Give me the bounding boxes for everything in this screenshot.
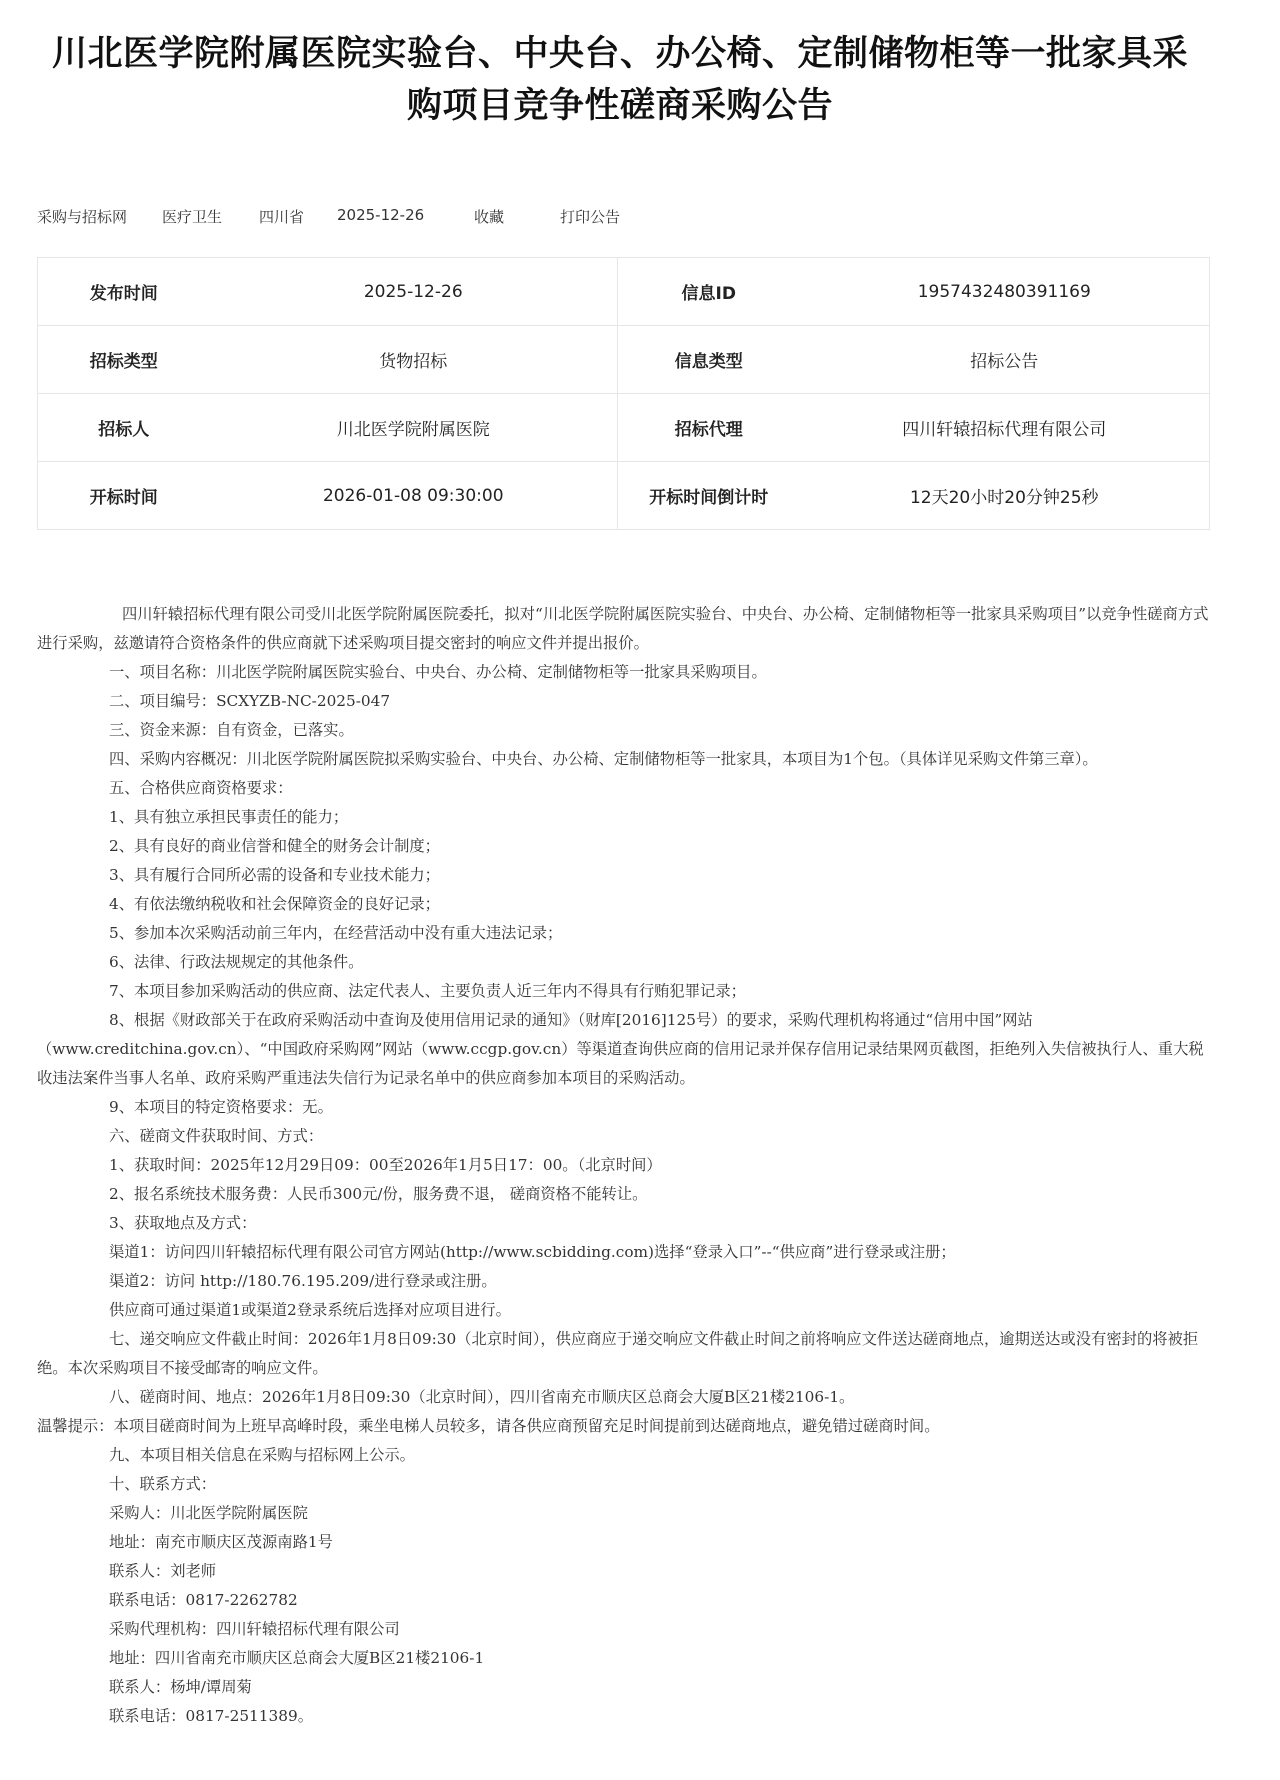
info-row [38, 462, 1210, 530]
acquisition-item: 1、获取时间：2025年12月29日09：00至2026年1月5日17：00。（北京时间） [109, 1156, 662, 1174]
qualification-item: 3、具有履行合同所必需的设备和专业技术能力； [109, 866, 440, 884]
contact-line: 联系电话：0817-2262782 [109, 1591, 298, 1609]
meta-industry-link[interactable]: 医疗卫生 [162, 208, 223, 226]
meta-source-link[interactable]: 采购与招标网 [37, 208, 128, 226]
channel-2: 渠道2：访问 http://180.76.195.209/进行登录或注册。 [109, 1272, 497, 1290]
title-line-1: 川北医学院附属医院实验台、中央台、办公椅、定制储物柜等一批家具采 [51, 34, 1188, 74]
publish-time-value: 2025-12-26 [210, 258, 618, 326]
countdown-label: 开标时间倒计时 [618, 462, 800, 530]
section-project-name: 一、项目名称：川北医学院附属医院实验台、中央台、办公椅、定制储物柜等一批家具采购项目。 [109, 663, 767, 681]
section-project-number: 二、项目编号：SCXYZB-NC-2025-047 [109, 692, 391, 710]
info-type-label: 信息类型 [618, 326, 800, 394]
announcement-body [37, 600, 1209, 1731]
info-row [38, 326, 1210, 394]
contact-line: 联系人：杨坤/谭周菊 [109, 1678, 252, 1696]
channel-1: 渠道1：访问四川轩辕招标代理有限公司官方网站(http://www.scbidding.com)选择“登录入口”--“供应商”进行登录或注册； [109, 1243, 956, 1261]
info-id-value: 1957432480391169 [800, 258, 1210, 326]
qualification-item: 8、根据《财政部关于在政府采购活动中查询及使用信用记录的通知》（财库[2016]125号）的要求，采购代理机构将通过“信用中国”网站（www.creditchina.gov.cn）、“中国政府采购网”网站（www.ccgp.gov.cn）等渠道查询供应商的信用记录并保存信用记录结果网页截图，拒绝列入失信被执行人、重大税收违法案件当事人名单、政府采购严重违法失信行为记录名单中的供应商参加本项目的采购活动。 [37, 1011, 1204, 1087]
qualification-item: 2、具有良好的商业信誉和健全的财务会计制度； [109, 837, 440, 855]
info-id-label: 信息ID [618, 258, 800, 326]
open-time-label: 开标时间 [89, 488, 158, 508]
section-deadline: 七、递交响应文件截止时间：2026年1月8日09:30（北京时间），供应商应于递交响应文件截止时间之前将响应文件送达磋商地点，逾期送达或没有密封的将被拒绝。本次采购项目不接受邮寄的响应文件。 [37, 1330, 1199, 1377]
tenderer-label: 招标人 [38, 394, 210, 462]
meta-date: 2025-12-26 [337, 206, 425, 224]
warm-tip: 温馨提示：本项目磋商时间为上班早高峰时段，乘坐电梯人员较多，请各供应商预留充足时间提前到达磋商地点，避免错过磋商时间。 [37, 1417, 940, 1435]
meta-region-link[interactable]: 四川省 [259, 208, 305, 226]
contact-line: 联系人：刘老师 [109, 1562, 217, 1580]
title-line-2: 购项目竞争性磋商采购公告 [406, 86, 833, 126]
qualification-item: 7、本项目参加采购活动的供应商、法定代表人、主要负责人近三年内不得具有行贿犯罪记录； [109, 982, 746, 1000]
qualification-item: 6、法律、行政法规规定的其他条件。 [109, 953, 364, 971]
qualification-item: 9、本项目的特定资格要求：无。 [109, 1098, 333, 1116]
acquisition-item: 3、获取地点及方式： [109, 1214, 257, 1232]
section-content-overview: 四、采购内容概况：川北医学院附属医院拟采购实验台、中央台、办公椅、定制储物柜等一批家具，本项目为1个包。（具体详见采购文件第三章）。 [109, 750, 1098, 768]
qualification-item: 5、参加本次采购活动前三年内，在经营活动中没有重大违法记录； [109, 924, 563, 942]
channel-note: 供应商可通过渠道1或渠道2登录系统后选择对应项目进行。 [109, 1301, 511, 1319]
section-contact: 十、联系方式： [109, 1475, 217, 1493]
page-title [20, 28, 1220, 132]
bid-type-value: 货物招标 [210, 326, 618, 394]
tenderer-value: 川北医学院附属医院 [210, 394, 618, 462]
agent-label: 招标代理 [618, 394, 800, 462]
info-row [38, 258, 1210, 326]
section-negotiation-time-place: 八、磋商时间、地点：2026年1月8日09:30（北京时间），四川省南充市顺庆区总商会大厦B区21楼2106-1。 [109, 1388, 855, 1406]
bid-type-label: 招标类型 [38, 326, 210, 394]
qualification-item: 1、具有独立承担民事责任的能力； [109, 808, 349, 826]
contact-line: 地址：四川省南充市顺庆区总商会大厦B区21楼2106-1 [109, 1649, 485, 1667]
contact-line: 联系电话：0817-2511389。 [109, 1707, 314, 1725]
publish-time-label: 发布时间 [38, 258, 210, 326]
section-publicity: 九、本项目相关信息在采购与招标网上公示。 [109, 1446, 415, 1464]
section-document-acquisition: 六、磋商文件获取时间、方式： [109, 1127, 324, 1145]
favorite-button[interactable]: 收藏 [474, 208, 505, 226]
agent-value: 四川轩辕招标代理有限公司 [800, 394, 1210, 462]
contact-line: 采购代理机构：四川轩辕招标代理有限公司 [109, 1620, 400, 1638]
contact-line: 采购人：川北医学院附属医院 [109, 1504, 308, 1522]
section-qualifications: 五、合格供应商资格要求： [109, 779, 293, 797]
print-button[interactable]: 打印公告 [560, 208, 621, 226]
intro-paragraph: 四川轩辕招标代理有限公司受川北医学院附属医院委托，拟对“川北医学院附属医院实验台、中央台、办公椅、定制储物柜等一批家具采购项目”以竞争性磋商方式进行采购，兹邀请符合资格条件的供应商就下述采购项目提交密封的响应文件并提出报价。 [37, 605, 1209, 652]
contact-line: 地址：南充市顺庆区茂源南路1号 [109, 1533, 333, 1551]
info-type-value: 招标公告 [800, 326, 1210, 394]
info-row [38, 394, 1210, 462]
info-table [37, 257, 1210, 530]
qualification-item: 4、有依法缴纳税收和社会保障资金的良好记录； [109, 895, 440, 913]
countdown-value: 12天20小时20分钟25秒 [909, 488, 1099, 508]
section-funding: 三、资金来源：自有资金，已落实。 [109, 721, 354, 739]
open-time-value: 2026-01-08 09:30:00 [322, 485, 504, 506]
acquisition-item: 2、报名系统技术服务费：人民币300元/份，服务费不退， 磋商资格不能转让。 [109, 1185, 648, 1203]
